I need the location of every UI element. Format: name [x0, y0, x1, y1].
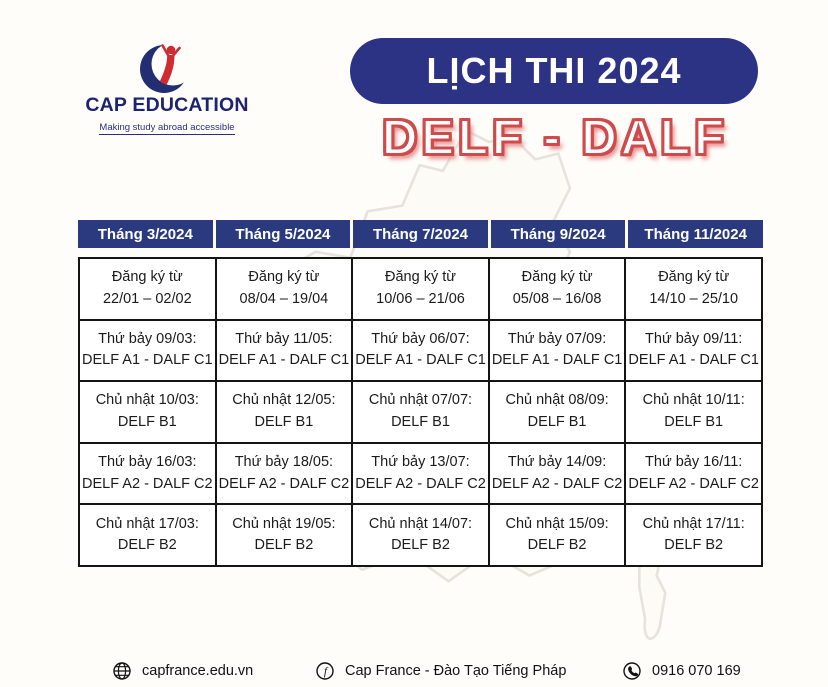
table-header-row	[78, 220, 763, 248]
facebook-icon	[315, 661, 335, 681]
month-header-mar: Tháng 3/2024	[78, 220, 213, 248]
schedule-cell: Chủ nhật 08/09: DELF B1	[490, 382, 625, 442]
title-banner	[350, 38, 758, 104]
schedule-cell: Chủ nhật 12/05: DELF B1	[217, 382, 352, 442]
schedule-cell: Thứ bảy 14/09: DELF A2 - DALF C2	[490, 444, 625, 504]
schedule-cell: Thứ bảy 16/03: DELF A2 - DALF C2	[80, 444, 215, 504]
schedule-cell: Chủ nhật 07/07: DELF B1	[353, 382, 488, 442]
schedule-cell: Đăng ký từ 22/01 – 02/02	[80, 259, 215, 319]
facebook-contact	[315, 660, 566, 682]
facebook-text: Cap France - Đào Tạo Tiếng Pháp	[345, 663, 567, 679]
schedule-cell: Thứ bảy 06/07: DELF A1 - DALF C1	[353, 321, 488, 381]
schedule-cell: Thứ bảy 18/05: DELF A2 - DALF C2	[217, 444, 352, 504]
schedule-cell: Chủ nhật 14/07: DELF B2	[353, 505, 488, 565]
exam-schedule-table	[78, 257, 763, 567]
schedule-cell: Chủ nhật 17/03: DELF B2	[80, 505, 215, 565]
svg-text:f: f	[323, 666, 328, 679]
schedule-cell: Đăng ký từ 10/06 – 21/06	[353, 259, 488, 319]
schedule-cell: Chủ nhật 19/05: DELF B2	[217, 505, 352, 565]
brand-tagline: Making study abroad accessible	[99, 122, 235, 133]
schedule-cell: Đăng ký từ 05/08 – 16/08	[490, 259, 625, 319]
month-header-jul: Tháng 7/2024	[353, 220, 488, 248]
month-header-nov: Tháng 11/2024	[628, 220, 763, 248]
schedule-cell: Đăng ký từ 08/04 – 19/04	[217, 259, 352, 319]
phone-icon	[622, 661, 642, 681]
poster-title: LỊCH THI 2024	[426, 50, 682, 91]
schedule-cell: Thứ bảy 13/07: DELF A2 - DALF C2	[353, 444, 488, 504]
schedule-cell: Chủ nhật 10/03: DELF B1	[80, 382, 215, 442]
cap-education-logo	[81, 38, 253, 135]
brand-name: CAP EDUCATION	[85, 94, 249, 116]
website-contact	[112, 660, 253, 682]
poster-subtitle: DELF - DALF	[381, 111, 729, 165]
schedule-cell: Thứ bảy 09/03: DELF A1 - DALF C1	[80, 321, 215, 381]
cap-logo-mark-icon	[124, 38, 210, 96]
phone-text: 0916 070 169	[652, 663, 741, 679]
schedule-cell: Thứ bảy 16/11: DELF A2 - DALF C2	[626, 444, 761, 504]
schedule-cell: Chủ nhật 17/11: DELF B2	[626, 505, 761, 565]
globe-icon	[112, 661, 132, 681]
schedule-cell: Thứ bảy 09/11: DELF A1 - DALF C1	[626, 321, 761, 381]
month-header-may: Tháng 5/2024	[216, 220, 351, 248]
schedule-cell: Đăng ký từ 14/10 – 25/10	[626, 259, 761, 319]
phone-contact	[622, 660, 741, 682]
schedule-cell: Chủ nhật 10/11: DELF B1	[626, 382, 761, 442]
schedule-cell: Thứ bảy 11/05: DELF A1 - DALF C1	[217, 321, 352, 381]
schedule-cell: Thứ bảy 07/09: DELF A1 - DALF C1	[490, 321, 625, 381]
schedule-cell: Chủ nhật 15/09: DELF B2	[490, 505, 625, 565]
website-text: capfrance.edu.vn	[142, 663, 254, 679]
month-header-sep: Tháng 9/2024	[491, 220, 626, 248]
